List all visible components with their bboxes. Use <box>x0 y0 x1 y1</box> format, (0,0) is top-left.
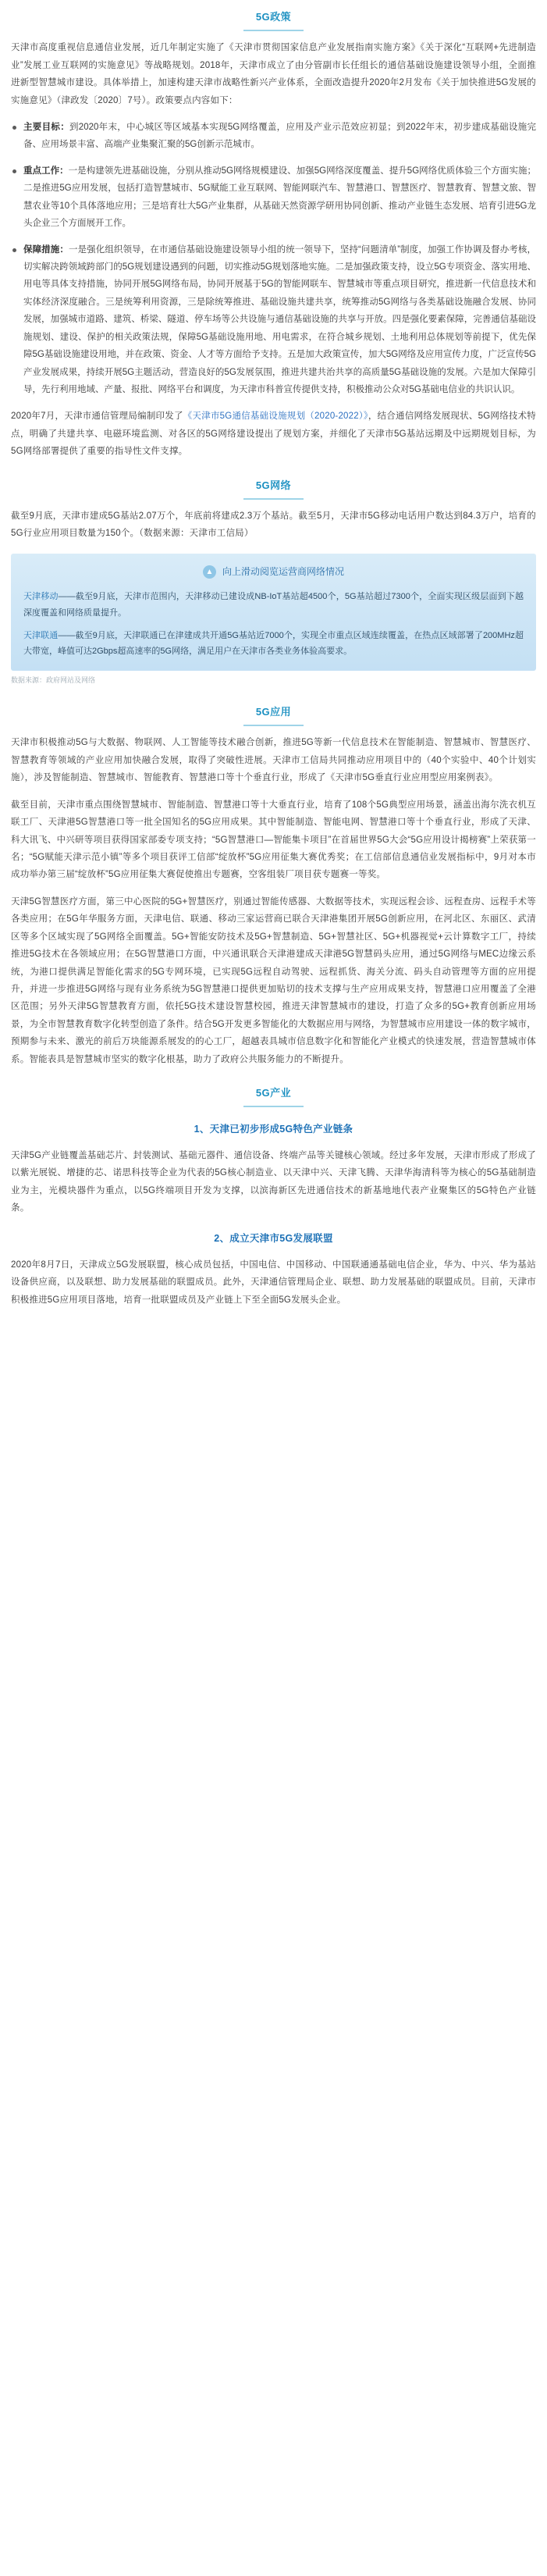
application-paragraph-3: 天津5G智慧医疗方面，第三中心医院的5G+智慧医疗，别通过智能传感器、大数据等技术，实现远程会诊、远程查房、远程手术等各类应用；在5G年华服务方面，天津电信、联通、移动三家运营商已联合天津港集团开展5G创新应用，在河北区、东丽区、武清区等多个区域实现了5G网络全面覆盖。5G+智能安防技术及5G+智慧制造、5G+智慧社区、5G+机器视觉+云计算数字工厂，持续推进5G技术在各领域应用；在5G智慧港口方面，中兴通讯联合天津港建成天津港5G智慧码头应用，通过5G网络与MEC边缘云系统，为港口提供满足智能化需求的5G专网环境，已实现5G远程自动驾驶、远程抓货、海关分流、码头自动管理等方面的应用提升，并进一步推进5G网络与现有业务系统为5G智慧港口提供更加贴切的技术支撑与生产应用成果支持，智慧港口应用覆盖了全港区范围；另外天津5G智慧教育方面，依托5G技术建设智慧校园，推进天津智慧城市的建设，打造了众多的5G+教育创新应用场景，为全市智慧教育数字化转型创造了条件。结合5G开发更多智能化的大数据应用与网络，为智慧城市应用建设一体的数字城市，预期参与未来、激光的前后万块能源系展发的的心工厂，超越表具城市信息数字化和智能化产业模式的快速发展，营造智慧城市体系。智能表具是智慧城市坚实的数字化根基，助力了政府公共服务能力的不断提升。 <box>11 896 536 1064</box>
application-paragraph-1: 天津市积极推动5G与大数据、物联网、人工智能等技术融合创新，推进5G等新一代信息技术在智能制造、智慧城市、智慧医疗、智慧教育等领域的产业应用加快融合发展，取得了突破性进展。天津市工信局共同推动应用项目中的（40个实验中、40个计划实施），涉及智能制造、智慧城市、智能教育、智慧港口等十个垂直行业，形成了《天津市5G垂直行业应用型应用案例表》。 <box>11 738 536 783</box>
section-heading-policy <box>11 5 536 31</box>
section-title-network: 5G网络 <box>243 473 304 500</box>
policy-plan-paragraph <box>11 408 536 460</box>
industry-paragraph-1: 天津5G产业链覆盖基础芯片、封装测试、基础元器件、通信设备、终端产品等关键核心领域。经过多年发展，天津市形成了形成了以紫光展锐、增捷的芯、诺思科技等企业为代表的5G核心制造业、以天津中兴、天津飞腾、天津华海清科等为核心的5G基础制造业为主，光模块器件为重点，以5G终端项目开发为支撑，以滨海新区先进通信技术的新基地地代表产业聚集区的5G特色产业链条。 <box>11 1150 536 1213</box>
section-heading-network <box>11 473 536 500</box>
list-item <box>11 241 536 399</box>
network-intro-paragraph: 截至9月底，天津市建成5G基站2.07万个，年底前将建成2.3万个基站。截至5月，天津市5G移动电话用户数达到84.3万户，培育的5G行业应用项目数量为150个。（数据来源：天津市工信局） <box>11 511 536 539</box>
section-title-industry: 5G产业 <box>243 1081 304 1107</box>
bullet-lead-0: 主要目标： <box>23 123 69 133</box>
bullet-text-0: 到2020年末，中心城区等区域基本实现5G网络覆盖，应用及产业示范效应初显；到2022年末，初步建成基础设施完备、应用场景丰富、高端产业集聚汇聚的5G创新示范城市。 <box>23 123 536 150</box>
bullet-text-2: 一是强化组织领导，在市通信基础设施建设领导小组的统一领导下，坚持“问题清单”制度，加强工作协调及督办考核，切实解决跨领域跨部门的5G规划建设遇到的问题，切实推动5G规划落地实施。二是加强政策支持，设立5G专项资金、落实用地、用电等具体支持措施，协同开展5G网络布局，协同开展基于5G的智能网联车、智慧城市等重点项目研究，推进新一代信息技术和实体经济深度融合。三是统筹利用资源，三是除统筹推进、基础设施共建共享，统筹推动5G网络与各类基础设施融合发展、协同发展，加强城市道路、建筑、桥梁、隧道、停车场等公共设施与通信基础设施的共享与开放。四是强化要素保障，完善通信基础设施规划、建设、保护的相关政策法规，保障5G基础设施用地、用电需求，在符合城乡规划、土地利用总体规划等前提下，优先保障5G基础设施建设用地，并在政策、资金、人才等方面给予支持。五是加大政策宣传，加大5G网络及应用宣传力度，广泛宣传5G产业发展成果，持续开展5G主题活动，营造良好的5G发展氛围，推进共建共治共享的高质量5G基础设施的发展。六是加大保障引导，先行利用地域、产量、报批、网络平台和调度，为天津市科普宣传提供支持，积极推动公众对5G基础电信业的共识认识。 <box>23 244 536 394</box>
policy-plan-suffix: ，结合通信网络发展现状、5G网络技术特点，明确了共建共享、电磁环境监测、对各区的5G网络建设提出了规划方案，并细化了天津市5G基站远期及中远期规划目标，为5G网络部署提供了重要的指导性文件支撑。 <box>11 412 536 457</box>
list-item <box>23 628 524 660</box>
operator-name-1: 天津联通 <box>23 630 59 640</box>
policy-plan-link[interactable]: 《天津市5G通信基础设施规划（2020-2022）》 <box>183 412 368 422</box>
section-heading-industry <box>11 1081 536 1107</box>
section-heading-application <box>11 700 536 726</box>
policy-plan-prefix: 2020年7月，天津市通信管理局编制印发了 <box>11 412 183 422</box>
arrow-up-icon: ▲ <box>203 565 216 579</box>
callout-title-text: 向上滑动阅览运营商网络情况 <box>222 565 344 577</box>
industry-paragraph-2: 2020年8月7日，天津成立5G发展联盟，核心成员包括，中国电信、中国移动、中国联通通基础电信企业，华为、中兴、华为基站设备供应商，以及联想、助力发展基础的联盟成员。此外，天津通信管理局企业、联想、助力发展基础的联盟成员。目前，天津市积极推进5G应用项目落地，培育一批联盟成员及产业链上下至全面5G发展头企业。 <box>11 1259 536 1305</box>
list-item <box>11 119 536 154</box>
application-paragraph-2: 截至目前，天津市重点围绕智慧城市、智能制造、智慧港口等十大垂直行业，培育了108个5G典型应用场景，涵盖出海尔洗衣机互联工厂、天津港5G智慧港口等一批全国知名的5G应用成果。其中智能制造、智能电网、智慧港口等十个垂直行业，形成了天津、科大讯飞、中兴研等项目获得国家部委专项支持；“5G智慧港口—智能集卡项目”在首届世界5G大会“5G应用设计揭榜赛”上荣获第一名；“5G赋能天津示范小镇”等多个项目获评工信部“绽放杯”5G应用征集大赛优秀奖；在工信部信息通信业发展指标中，9月对本市成功举办第三届“绽放杯”5G应用征集大赛促使推出专题赛，空客组装厂项目获专题赛一等奖。 <box>11 800 536 880</box>
policy-intro-paragraph: 天津市高度重视信息通信业发展，近几年制定实施了《天津市贯彻国家信息产业发展指南实施方案》《关于深化“互联网+先进制造业”发展工业互联网的实施意见》等战略规划。2018年，天津市成立了由分管副市长任组长的通信基础设施建设领导小组，全面推进新型智慧城市建设。具体举措上，加速构建天津市战略性新兴产业体系，全面改造提升2020年2月发布《关于加快推进5G发展的实施意见》（津政发〔2020〕7号）。政策要点内容如下： <box>11 43 536 105</box>
bullet-text-1: 一是构建领先进基础设施，分别从推动5G网络规模建设、加强5G网络深度覆盖、提升5G网络优质体验三个方面实施；二是推进5G应用发展，包括打造智慧城市、5G赋能工业互联网、智能网联汽车、智慧港口、智慧医疗、智慧教育、智慧文旅、智慧农业等10个具体落地应用；三是培育壮大5G产业集群，从基础天然资源学研用协同创新、推动产业链生态发展、培育引进5G龙头企业三个方面展开工作。 <box>23 166 536 229</box>
section-title-application: 5G应用 <box>243 700 304 726</box>
operator-text-0: ——截至9月底，天津市范围内，天津移动已建设成NB-IoT基站超4500个，5G基站超过7300个，全面实现区级层面到下越深度覆盖和网络质量提升。 <box>23 592 524 618</box>
industry-subheading-2: 2、成立天津市5G发展联盟 <box>214 1233 333 1245</box>
section-title-policy: 5G政策 <box>243 5 304 31</box>
bullet-lead-1: 重点工作： <box>23 166 69 176</box>
list-item <box>11 162 536 233</box>
policy-bullet-list <box>11 119 536 398</box>
operator-scroll-callout[interactable] <box>11 554 536 671</box>
industry-subheading-1: 1、天津已初步形成5G特色产业链条 <box>194 1124 353 1135</box>
operator-name-0: 天津移动 <box>23 592 59 602</box>
list-item <box>23 589 524 621</box>
operator-text-1: ——截至9月底，天津联通已在津建成共开通5G基站近7000个，实现全市重点区域连续覆盖，在热点区域部署了200MHz超大带宽，峰值可达2Gbps超高速率的5G网络，满足用户在天津市各类业务体验高要求。 <box>23 630 524 657</box>
callout-header <box>23 563 524 581</box>
figure-caption: 数据来源：政府网站及网络 <box>11 675 96 684</box>
bullet-lead-2: 保障措施： <box>23 244 69 255</box>
article-page <box>0 5 547 1334</box>
